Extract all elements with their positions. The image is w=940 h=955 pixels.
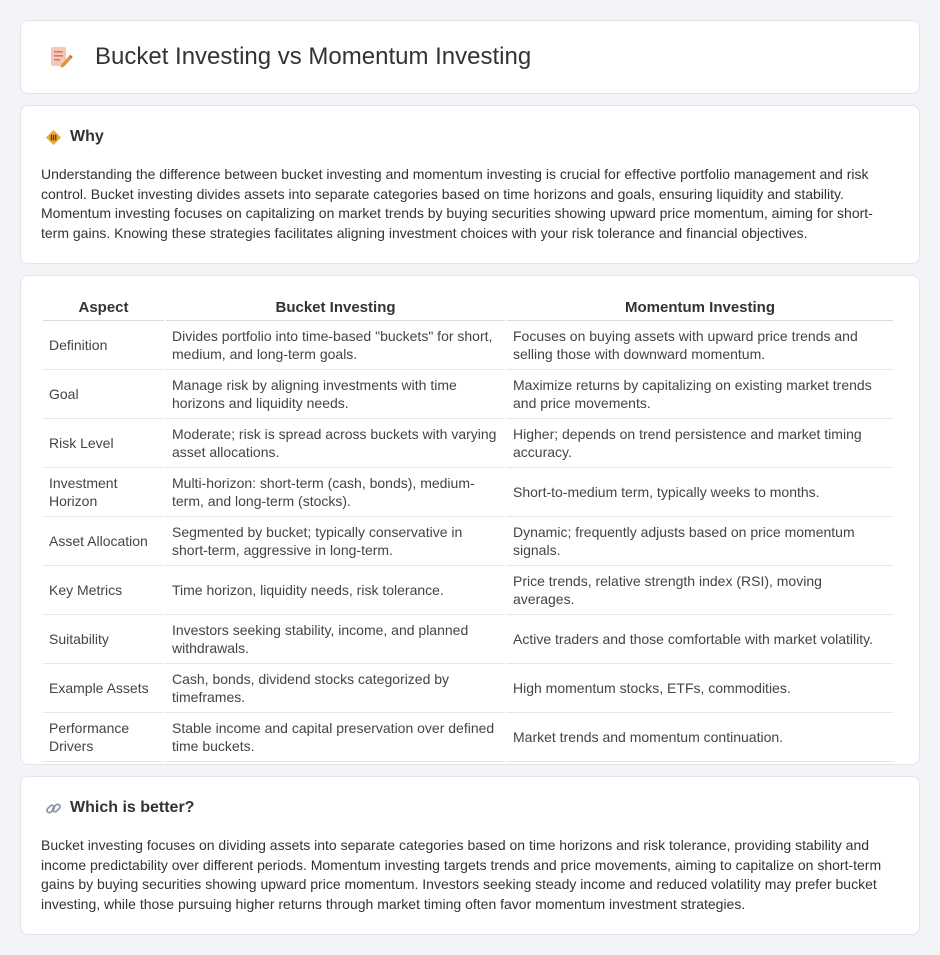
bucket-cell: Segmented by bucket; typically conservative in short-term, aggressive in long-term. (166, 517, 505, 566)
momentum-cell: Focuses on buying assets with upward price trends and selling those with downward momentum. (507, 321, 893, 370)
bucket-cell: Manage risk by aligning investments with time horizons and liquidity needs. (166, 370, 505, 419)
better-text: Bucket investing focuses on dividing assets into separate categories based on time horizons and risk tolerance, providing stability and income predictability over different periods. Momentum investing targets trends and price movements, aiming to capitalize on short-term gains by buying securities showing upward price momentum. Investors seeking steady income and reduced volatility may prefer bucket investing, while those pursuing higher returns through market timing often favor momentum investment strategies. (41, 837, 882, 912)
table-row (43, 468, 893, 517)
aspect-cell: Goal (43, 370, 164, 419)
bucket-cell: Multi-horizon: short-term (cash, bonds), medium-term, and long-term (stocks). (166, 468, 505, 517)
table-row (43, 713, 893, 762)
bucket-cell: Divides portfolio into time-based "buckets" for short, medium, and long-term goals. (166, 321, 505, 370)
table-row (43, 566, 893, 615)
momentum-cell: Active traders and those comfortable with market volatility. (507, 615, 893, 664)
aspect-cell: Performance Drivers (43, 713, 164, 762)
momentum-cell: Maximize returns by capitalizing on existing market trends and price movements. (507, 370, 893, 419)
aspect-cell: Key Metrics (43, 566, 164, 615)
why-text: Understanding the difference between bucket investing and momentum investing is crucial for effective portfolio management and risk control. Bucket investing divides assets into separate categories based on time horizons and goals, ensuring liquidity and stability. Momentum investing focuses on capitalizing on market trends by buying securities showing upward price momentum, aiming for short-term gains. Knowing these strategies facilitates aligning investment choices with your risk tolerance and financial objectives. (41, 166, 873, 241)
bucket-cell: Time horizon, liquidity needs, risk tolerance. (166, 566, 505, 615)
momentum-cell: Dynamic; frequently adjusts based on price momentum signals. (507, 517, 893, 566)
bucket-cell: Moderate; risk is spread across buckets with varying asset allocations. (166, 419, 505, 468)
better-title: Which is better? (70, 799, 195, 816)
bucket-cell: Cash, bonds, dividend stocks categorized by timeframes. (166, 664, 505, 713)
table-row (43, 615, 893, 664)
link-icon (45, 800, 62, 817)
table-row (43, 664, 893, 713)
momentum-cell: Market trends and momentum continuation. (507, 713, 893, 762)
aspect-cell: Suitability (43, 615, 164, 664)
why-section (20, 105, 920, 264)
comparison-table-card (20, 275, 920, 765)
momentum-cell: Higher; depends on trend persistence and market timing accuracy. (507, 419, 893, 468)
comparison-table (41, 296, 895, 762)
column-header-aspect: Aspect (43, 296, 164, 321)
table-row (43, 419, 893, 468)
page-title: Bucket Investing vs Momentum Investing (95, 43, 532, 70)
aspect-cell: Risk Level (43, 419, 164, 468)
why-title: Why (70, 128, 104, 145)
table-row (43, 370, 893, 419)
document-edit-icon (47, 44, 73, 70)
header-card (20, 20, 920, 94)
which-is-better-section (20, 776, 920, 935)
table-row (43, 517, 893, 566)
column-header-momentum: Momentum Investing (507, 296, 893, 321)
aspect-cell: Asset Allocation (43, 517, 164, 566)
aspect-cell: Investment Horizon (43, 468, 164, 517)
bucket-cell: Investors seeking stability, income, and planned withdrawals. (166, 615, 505, 664)
column-header-bucket: Bucket Investing (166, 296, 505, 321)
aspect-cell: Example Assets (43, 664, 164, 713)
diamond-warning-icon (45, 129, 62, 146)
momentum-cell: Price trends, relative strength index (RSI), moving averages. (507, 566, 893, 615)
bucket-cell: Stable income and capital preservation over defined time buckets. (166, 713, 505, 762)
momentum-cell: Short-to-medium term, typically weeks to months. (507, 468, 893, 517)
table-row (43, 321, 893, 370)
aspect-cell: Definition (43, 321, 164, 370)
momentum-cell: High momentum stocks, ETFs, commodities. (507, 664, 893, 713)
